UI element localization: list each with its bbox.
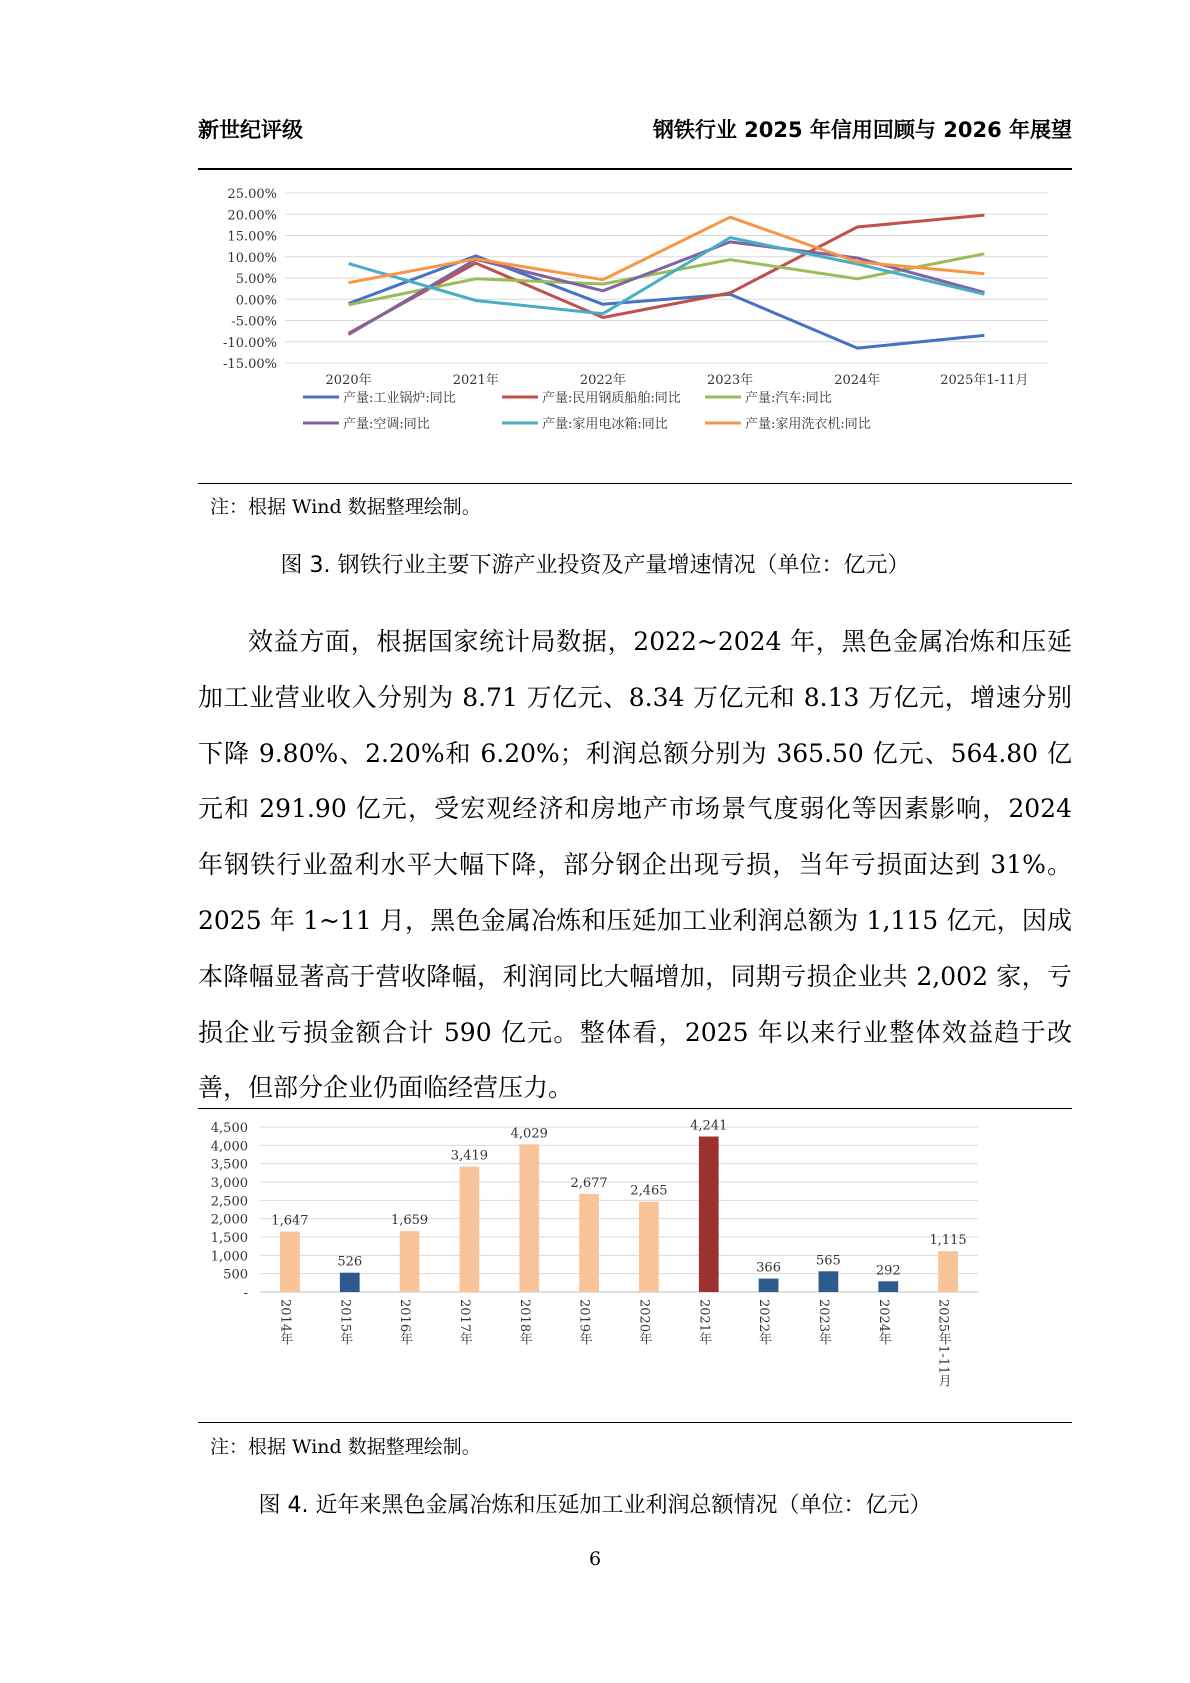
x-tick-label: 2015年 — [337, 1299, 353, 1346]
x-tick-label: 2024年 — [875, 1299, 891, 1346]
x-tick-label: 2016年 — [397, 1299, 413, 1346]
legend-label: 产量:汽车:同比 — [745, 391, 832, 406]
bar-value-label: 2,677 — [570, 1175, 608, 1191]
profit-bar-chart — [198, 1110, 1072, 1422]
bar — [579, 1194, 599, 1292]
y-tick-label: 20.00% — [227, 208, 277, 224]
bar — [938, 1251, 958, 1292]
bar — [400, 1231, 420, 1292]
bar — [460, 1167, 480, 1292]
figure3-caption: 图 3. 钢铁行业主要下游产业投资及产量增速情况（单位：亿元） — [280, 553, 910, 578]
legend-label: 产量:家用洗衣机:同比 — [745, 417, 871, 432]
x-tick-label: 2022年 — [579, 373, 626, 388]
bar-value-label: 2,465 — [630, 1183, 668, 1199]
y-tick-label: 1,000 — [210, 1249, 248, 1265]
x-tick-label: 2019年 — [576, 1299, 592, 1346]
x-tick-label: 2020年 — [325, 373, 372, 388]
y-tick-label: 1,500 — [210, 1231, 248, 1246]
bar-value-label: 3,419 — [450, 1148, 489, 1164]
bar-value-label: 1,647 — [271, 1213, 309, 1229]
bar — [759, 1279, 779, 1292]
figure4-note: 注：根据 Wind 数据整理绘制。 — [210, 1436, 481, 1458]
x-tick-label: 2021年 — [696, 1299, 712, 1346]
bar-value-label: 292 — [875, 1263, 901, 1279]
y-tick-label: 0.00% — [235, 293, 277, 309]
x-tick-label: 2014年 — [277, 1299, 293, 1346]
y-tick-label: 3,500 — [210, 1157, 248, 1173]
y-tick-label: -15.00% — [223, 357, 277, 372]
y-tick-label: 10.00% — [227, 250, 277, 266]
figure4-bottom-rule — [198, 1422, 1072, 1423]
x-tick-label: 2020年 — [636, 1299, 652, 1346]
bar — [639, 1202, 659, 1292]
y-tick-label: -5.00% — [231, 314, 277, 330]
figure3-note: 注：根据 Wind 数据整理绘制。 — [210, 496, 481, 518]
bar — [280, 1232, 300, 1292]
y-tick-label: -10.00% — [223, 335, 277, 351]
bar-value-label: 526 — [337, 1254, 363, 1270]
x-tick-label: 2025年1-11月 — [935, 1299, 951, 1388]
bar-value-label: 366 — [756, 1260, 781, 1276]
figure4-caption: 图 4. 近年来黑色金属冶炼和压延加工业利润总额情况（单位：亿元） — [258, 1493, 932, 1518]
legend-label: 产量:民用钢质船舶:同比 — [542, 391, 681, 406]
bar-value-label: 1,115 — [929, 1233, 967, 1249]
series-line — [349, 256, 985, 348]
bar-value-label: 565 — [816, 1253, 841, 1269]
x-tick-label: 2018年 — [516, 1299, 532, 1346]
y-tick-label: 500 — [223, 1267, 248, 1283]
bar — [878, 1281, 898, 1292]
y-tick-label: 3,000 — [210, 1176, 248, 1191]
header-left: 新世纪评级 — [198, 118, 303, 142]
x-tick-label: 2025年1-11月 — [940, 373, 1029, 388]
y-tick-label: 25.00% — [227, 187, 277, 202]
y-tick-label: 5.00% — [235, 272, 277, 287]
bar-value-label: 1,659 — [390, 1213, 429, 1229]
y-tick-label: 15.00% — [227, 229, 277, 245]
y-tick-label: 2,000 — [210, 1212, 248, 1228]
x-tick-label: 2023年 — [707, 373, 754, 388]
legend-label: 产量:空调:同比 — [343, 417, 430, 432]
bar — [340, 1273, 360, 1292]
x-tick-label: 2021年 — [452, 373, 499, 388]
bar-value-label: 4,029 — [510, 1126, 548, 1142]
legend-label: 产量:家用电冰箱:同比 — [542, 417, 668, 432]
bar — [699, 1136, 719, 1292]
body-paragraph: 效益方面，根据国家统计局数据，2022~2024 年，黑色金属冶炼和压延加工业营业收入分别为 8.71 万亿元、8.34 万亿元和 8.13 万亿元，增速分别下降 9.80%、2.20%和 6.20%；利润总额分别为 365.50 亿元、564.80 亿元和 291.90 亿元，受宏观经济和房地产市场景气度弱化等因素影响，2024 年钢铁行业盈利水平大幅下降，部分钢企出现亏损，当年亏损面达到 31%。2025 年 1~11 月，黑色金属冶炼和压延加工业利润总额为 1,115 亿元，因成本降幅显著高于营收降幅，利润同比大幅增加，同期亏损企业共 2,002 家，亏损企业亏损金额合计 590 亿元。整体看，2025 年以来行业整体效益趋于改善，但部分企业仍面临经营压力。 — [198, 627, 1072, 1103]
y-tick-label: 4,500 — [210, 1121, 248, 1136]
y-tick-label: 2,500 — [210, 1194, 248, 1210]
x-tick-label: 2024年 — [834, 373, 881, 388]
y-tick-label: - — [243, 1286, 248, 1301]
downstream-growth-line-chart — [198, 170, 1072, 482]
legend-label: 产量:工业锅炉:同比 — [343, 391, 456, 406]
header-right: 钢铁行业 2025 年信用回顾与 2026 年展望 — [652, 118, 1072, 142]
figure4-top-rule — [198, 1108, 1072, 1109]
x-tick-label: 2023年 — [815, 1299, 831, 1346]
page-number: 6 — [588, 1548, 602, 1570]
bar — [519, 1144, 539, 1292]
y-tick-label: 4,000 — [210, 1139, 248, 1155]
x-tick-label: 2017年 — [456, 1299, 472, 1346]
figure3-bottom-rule — [198, 483, 1072, 484]
x-tick-label: 2022年 — [756, 1299, 772, 1346]
bar — [819, 1271, 839, 1292]
bar-value-label: 4,241 — [690, 1118, 728, 1134]
